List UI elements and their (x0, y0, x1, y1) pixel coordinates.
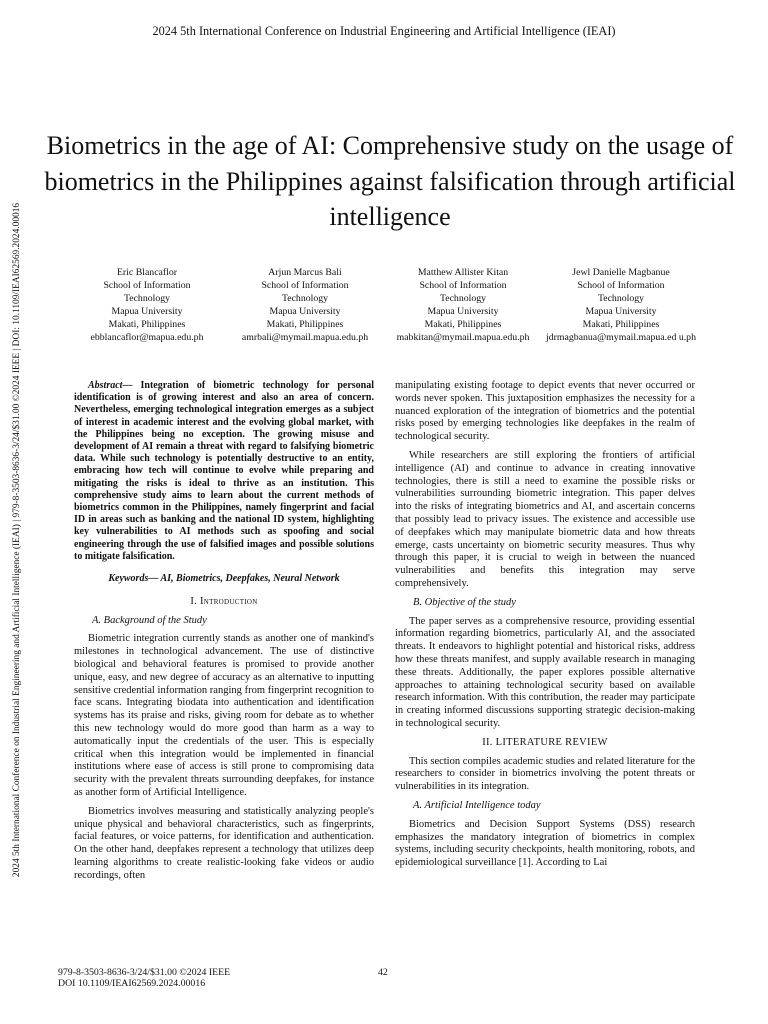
author-email: jdrmagbanua@mymail.mapua.ed u.ph (546, 332, 696, 343)
author-email: amrbali@mymail.mapua.edu.ph (241, 332, 369, 343)
paragraph: Biometric integration currently stands as another one of mankind's milestones in technological advancement. The use of distinctive biological and behavioral features is promised to provide another unique, easy, and new degree of accuracy as an alternative to inputting sensitive credential information ranging from fingerprint recognition to face scans. Integrating biodata into authentication and identification systems has its praise and risks, giving room for debate as to whether this new technology would do more good than harm as a way to automatically input the credentials of the user. This is especially critical when this integration would be implemented in financial institutions where ease of access is still prone to compromising data security with the prevalent threats surrounding deepfakes, for instance as another form of Artificial Intelligence. (74, 633, 374, 798)
left-column (74, 380, 374, 889)
author-name: Arjun Marcus Bali (268, 267, 342, 278)
keywords: Keywords— AI, Biometrics, Deepfakes, Neural Network (108, 573, 340, 585)
author-name: Matthew Allister Kitan (417, 267, 509, 278)
section-heading-literature-review: II. LITERATURE REVIEW (482, 736, 608, 748)
author-email: ebblancaflor@mapua.edu.ph (90, 332, 204, 343)
side-copyright-text: 2024 5th International Conference on Industrial Engineering and Artificial Intelligence (IEAI) | 979-8-3503-8636-3/24/$31.00 ©2024 IEEE | DOI: 10.1109/IEAI62569.2024.00016 (12, 202, 22, 878)
author-affiliation: Technology (439, 293, 487, 304)
paragraph: This section compiles academic studies and related literature for the researchers to consider in biometrics involving the potent threats or vulnerabilities in its integration. (395, 755, 695, 793)
author-location: Makati, Philippines (266, 319, 344, 330)
abstract-text: — Integration of biometric technology for personal identification is of growing interest and also an area of concern. Nevertheless, emerging technological integration emerges as a subject of interest in academic interest and the evolving global market, with the Philippines being no exception. The growing misuse and development of AI remain a threat with regard to falsifying biometric data. While such technology is potentially destructive to an entity, embracing how tech will continue to evolve while preparing and mitigating the risks is ideal to thrive as an institution. This comprehensive study aims to learn about the current methods of biometrics common in the Philippines, namely fingerprint and facial ID in areas such as banking and the national ID system, highlighting key vulnerabilities to AI methods such as spoofing and social engineering through the use of falsified images and possible solutions to mitigate falsification. (74, 380, 374, 562)
author-name: Eric Blancaflor (116, 267, 178, 278)
author-location: Makati, Philippines (108, 319, 186, 330)
author-affiliation: School of Information (261, 280, 349, 291)
footer-doi: DOI 10.1109/IEAI62569.2024.00016 (58, 978, 206, 989)
author-university: Mapua University (427, 306, 499, 317)
abstract-label: Abstract (88, 380, 123, 391)
paragraph: The paper serves as a comprehensive resource, providing essential information regarding biometrics, particularly AI, and the associated threats. It endeavors to highlight potential and historical risks, address how these threats manifest, and supply available research in managing these threats. Additionally, the paper explores possible alternative approaches to attaining technological security based on available research information. With this contribution, the reader may participate in creating informed discussions supporting strategic decision-making in technological security. (395, 615, 695, 729)
paragraph: Biometrics involves measuring and statistically analyzing people's unique physical and behavioral characteristics, such as fingerprints, facial features, or voice patterns, for identification and authentication. On the other hand, deepfakes represent a technology that utilizes deep learning algorithms to create realistic-looking fake videos or audio recordings, often (74, 805, 374, 881)
author-affiliation: Technology (281, 293, 329, 304)
right-column (395, 380, 695, 876)
author-location: Makati, Philippines (424, 319, 502, 330)
author-block (384, 266, 542, 344)
author-block (542, 266, 700, 344)
author-location: Makati, Philippines (582, 319, 660, 330)
subsection-heading-ai-today: A. Artificial Intelligence today (413, 799, 541, 811)
paragraph: Biometrics and Decision Support Systems (DSS) research emphasizes the mandatory integration of biometrics in complex systems, including security checkpoints, health monitoring, robots, and epidemiological surveillance [1]. According to Lai (395, 818, 695, 869)
author-affiliation: School of Information (103, 280, 191, 291)
author-block (68, 266, 226, 344)
paper-title: Biometrics in the age of AI: Comprehensive study on the usage of biometrics in the Philippines against falsification through artificial intelligence (44, 131, 736, 231)
subsection-heading-background: A. Background of the Study (92, 614, 207, 626)
author-block (226, 266, 384, 344)
author-university: Mapua University (585, 306, 657, 317)
footer-isbn: 979-8-3503-8636-3/24/$31.00 ©2024 IEEE (58, 967, 231, 978)
footer-info (58, 967, 230, 989)
paragraph: manipulating existing footage to depict events that never occurred or words never spoken. This juxtaposition emphasizes the necessity for a nuanced exploration of the integration of biometrics and the potential risks posed by emerging technologies like deepfakes in the realm of technological security. (395, 380, 695, 443)
author-email: mabkitan@mymail.mapua.edu.ph (396, 332, 530, 343)
author-affiliation: Technology (597, 293, 645, 304)
subsection-heading-objective: B. Objective of the study (413, 596, 516, 608)
author-affiliation: School of Information (577, 280, 665, 291)
author-affiliation: Technology (123, 293, 171, 304)
author-university: Mapua University (269, 306, 341, 317)
author-affiliation: School of Information (419, 280, 507, 291)
author-name: Jewl Danielle Magbanue (572, 267, 670, 278)
abstract (74, 380, 374, 563)
page-number: 42 (378, 967, 388, 978)
paragraph: While researchers are still exploring the frontiers of artificial intelligence (AI) and continue to advance in creating innovative technologies, there is still a need to examine the possible risks or vulnerabilities surrounding biometric integration. This paper delves into the risks of integrating biometrics and AI, and ascertain concerns that possibly lead to privacy issues. The existence and accessible use of deepfakes which may manipulate biometric data and how threats emerge, casts uncertainty on biometric security measures. Thus why through this paper, it is crucial to weigh in between the nuanced vulnerabilities and benefits this integration may serve comprehensively. (395, 449, 695, 589)
section-heading-introduction: I. Introduction (190, 595, 258, 607)
author-university: Mapua University (111, 306, 183, 317)
conference-header: 2024 5th International Conference on Industrial Engineering and Artificial Intelligence (IEAI) (152, 24, 616, 38)
author-list (68, 266, 700, 344)
